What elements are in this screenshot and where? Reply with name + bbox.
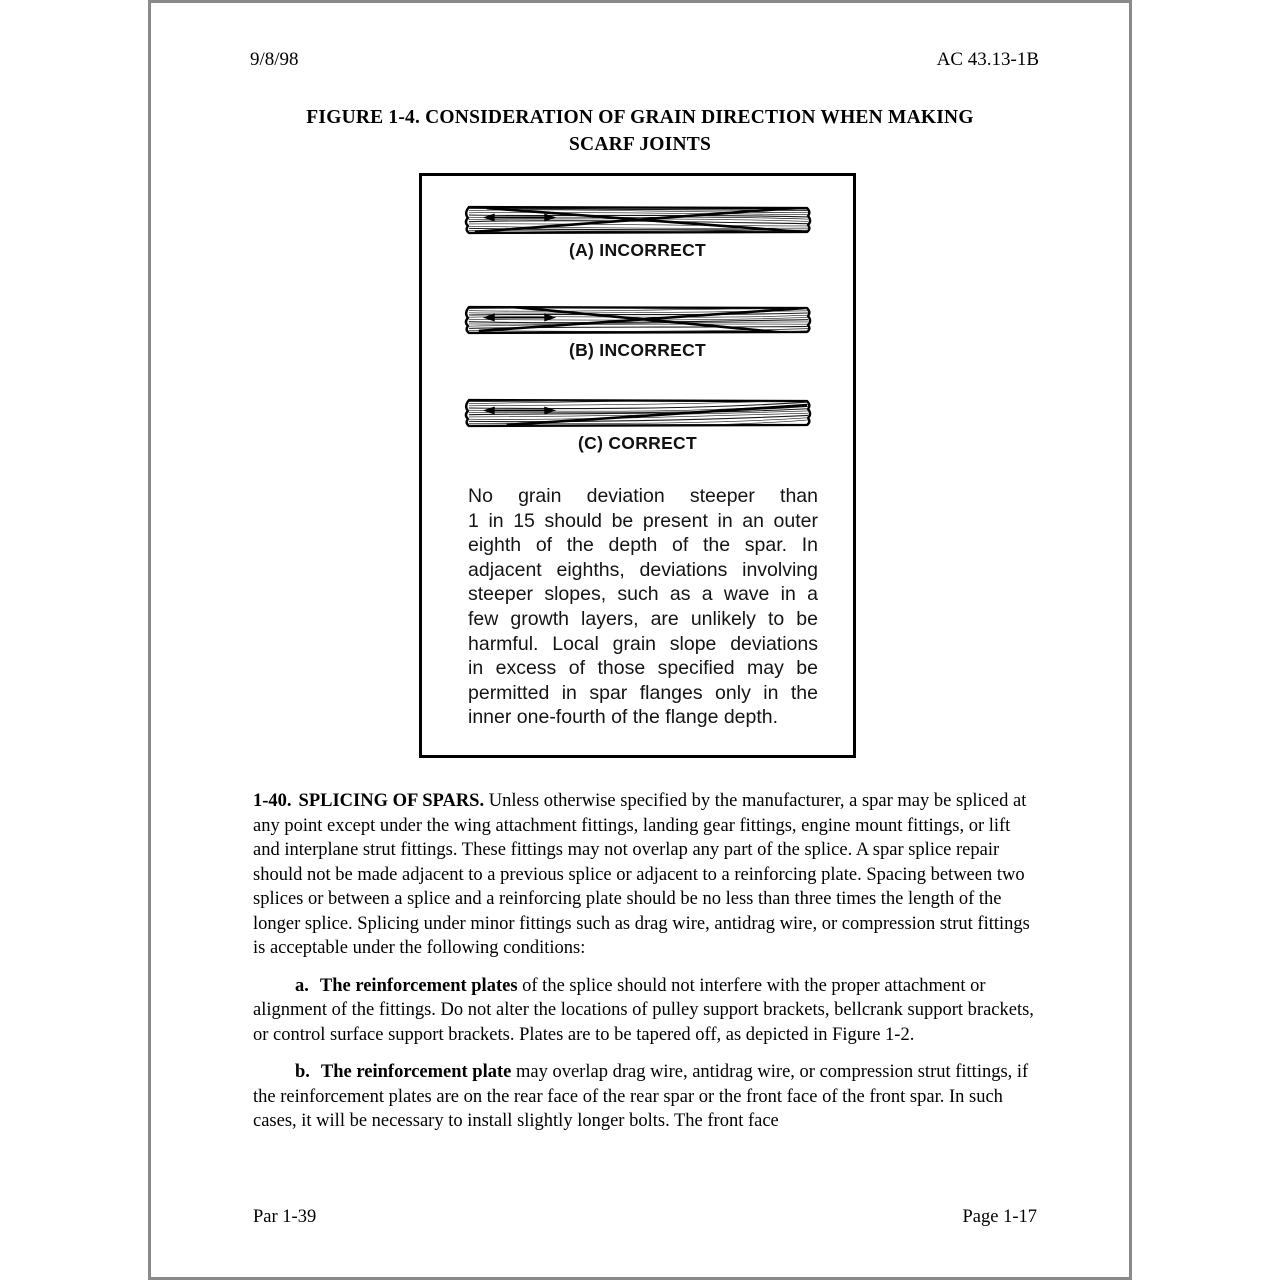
page-number: Page 1-17 (962, 1207, 1037, 1227)
item-b-paragraph (253, 1060, 1037, 1134)
caption-line: few growth layers, are unlikely to be (468, 607, 818, 630)
caption-line: No grain deviation steeper than (468, 485, 818, 507)
item-a-paragraph (253, 974, 1037, 1048)
caption-line: permitted in spar flanges only in the (468, 681, 818, 704)
item-b-label: b. (295, 1062, 310, 1082)
document-number: AC 43.13-1B (936, 49, 1039, 70)
figure-title-line-1: FIGURE 1-4. CONSIDERATION OF GRAIN DIRECTION WHEN MAKING (306, 107, 974, 128)
figure-title-line-2: SCARF JOINTS (569, 134, 711, 155)
body-text (253, 789, 1037, 1134)
item-b-lead: The reinforcement plate (320, 1062, 512, 1082)
wood-plank-a-illustration (459, 203, 816, 237)
figure-title (151, 104, 1129, 158)
panel-a-label: (A) INCORRECT (568, 240, 707, 260)
wood-plank-c-illustration (459, 396, 816, 430)
section-number: 1-40. (253, 791, 292, 811)
section-1-40-paragraph (253, 789, 1037, 961)
figure-box (419, 173, 856, 758)
item-a-lead: The reinforcement plates (319, 975, 518, 996)
page-footer (253, 1206, 1037, 1228)
figure-panel-c (422, 396, 853, 453)
item-b-body: may overlap drag wire, antidrag wire, or compression strut fittings, if the reinforcement plates are on the rear face of the rear spar or the front face of the front spar. In such cases, it will be necessary to install slightly longer bolts. The front face (253, 1062, 1029, 1131)
item-a-label: a. (295, 975, 309, 996)
caption-line: 1 in 15 should be present in an outer (468, 509, 818, 532)
caption-line: steeper slopes, such as a wave in a (468, 583, 818, 606)
caption-line: eighth of the depth of the spar. In (468, 534, 818, 557)
panel-c-label: (C) CORRECT (578, 433, 697, 453)
caption-line: inner one-fourth of the flange depth. (468, 706, 779, 729)
revision-date: 9/8/98 (250, 49, 299, 70)
page-header (250, 49, 1039, 71)
figure-panel-a (422, 203, 853, 260)
par-reference: Par 1-39 (253, 1207, 317, 1227)
panel-b-label: (B) INCORRECT (568, 340, 707, 360)
section-body: Unless otherwise specified by the manufacturer, a spar may be spliced at any point except under the wing attachment fittings, landing gear fittings, engine mount fittings, or lift and interplane strut fittings. These fittings may not overlap any part of the splice. A spar splice repair should not be made adjacent to a previous splice or adjacent to a reinforcing plate. Spacing between two splices or between a splice and a reinforcing plate should be no less than three times the length of the longer splice. Splicing under minor fittings such as drag wire, antidrag wire, or compression strut fittings is acceptable under the following conditions: (253, 791, 1030, 958)
section-heading: SPLICING OF SPARS. (298, 791, 485, 811)
caption-line: harmful. Local grain slope deviations (468, 632, 818, 655)
figure-panel-b (422, 303, 853, 360)
wood-plank-b-illustration (459, 303, 816, 337)
item-a-body: of the splice should not interfere with the proper attachment or alignment of the fittings. Do not alter the locations of pulley support brackets, bellcrank support brackets, or control surface support brackets. Plates are to be tapered off, as depicted in Figure 1-2. (253, 975, 1034, 1045)
caption-line: in excess of those specified may be (468, 657, 818, 680)
figure-caption (468, 484, 818, 730)
caption-line: adjacent eighths, deviations involving (468, 558, 818, 581)
page (148, 0, 1132, 1280)
